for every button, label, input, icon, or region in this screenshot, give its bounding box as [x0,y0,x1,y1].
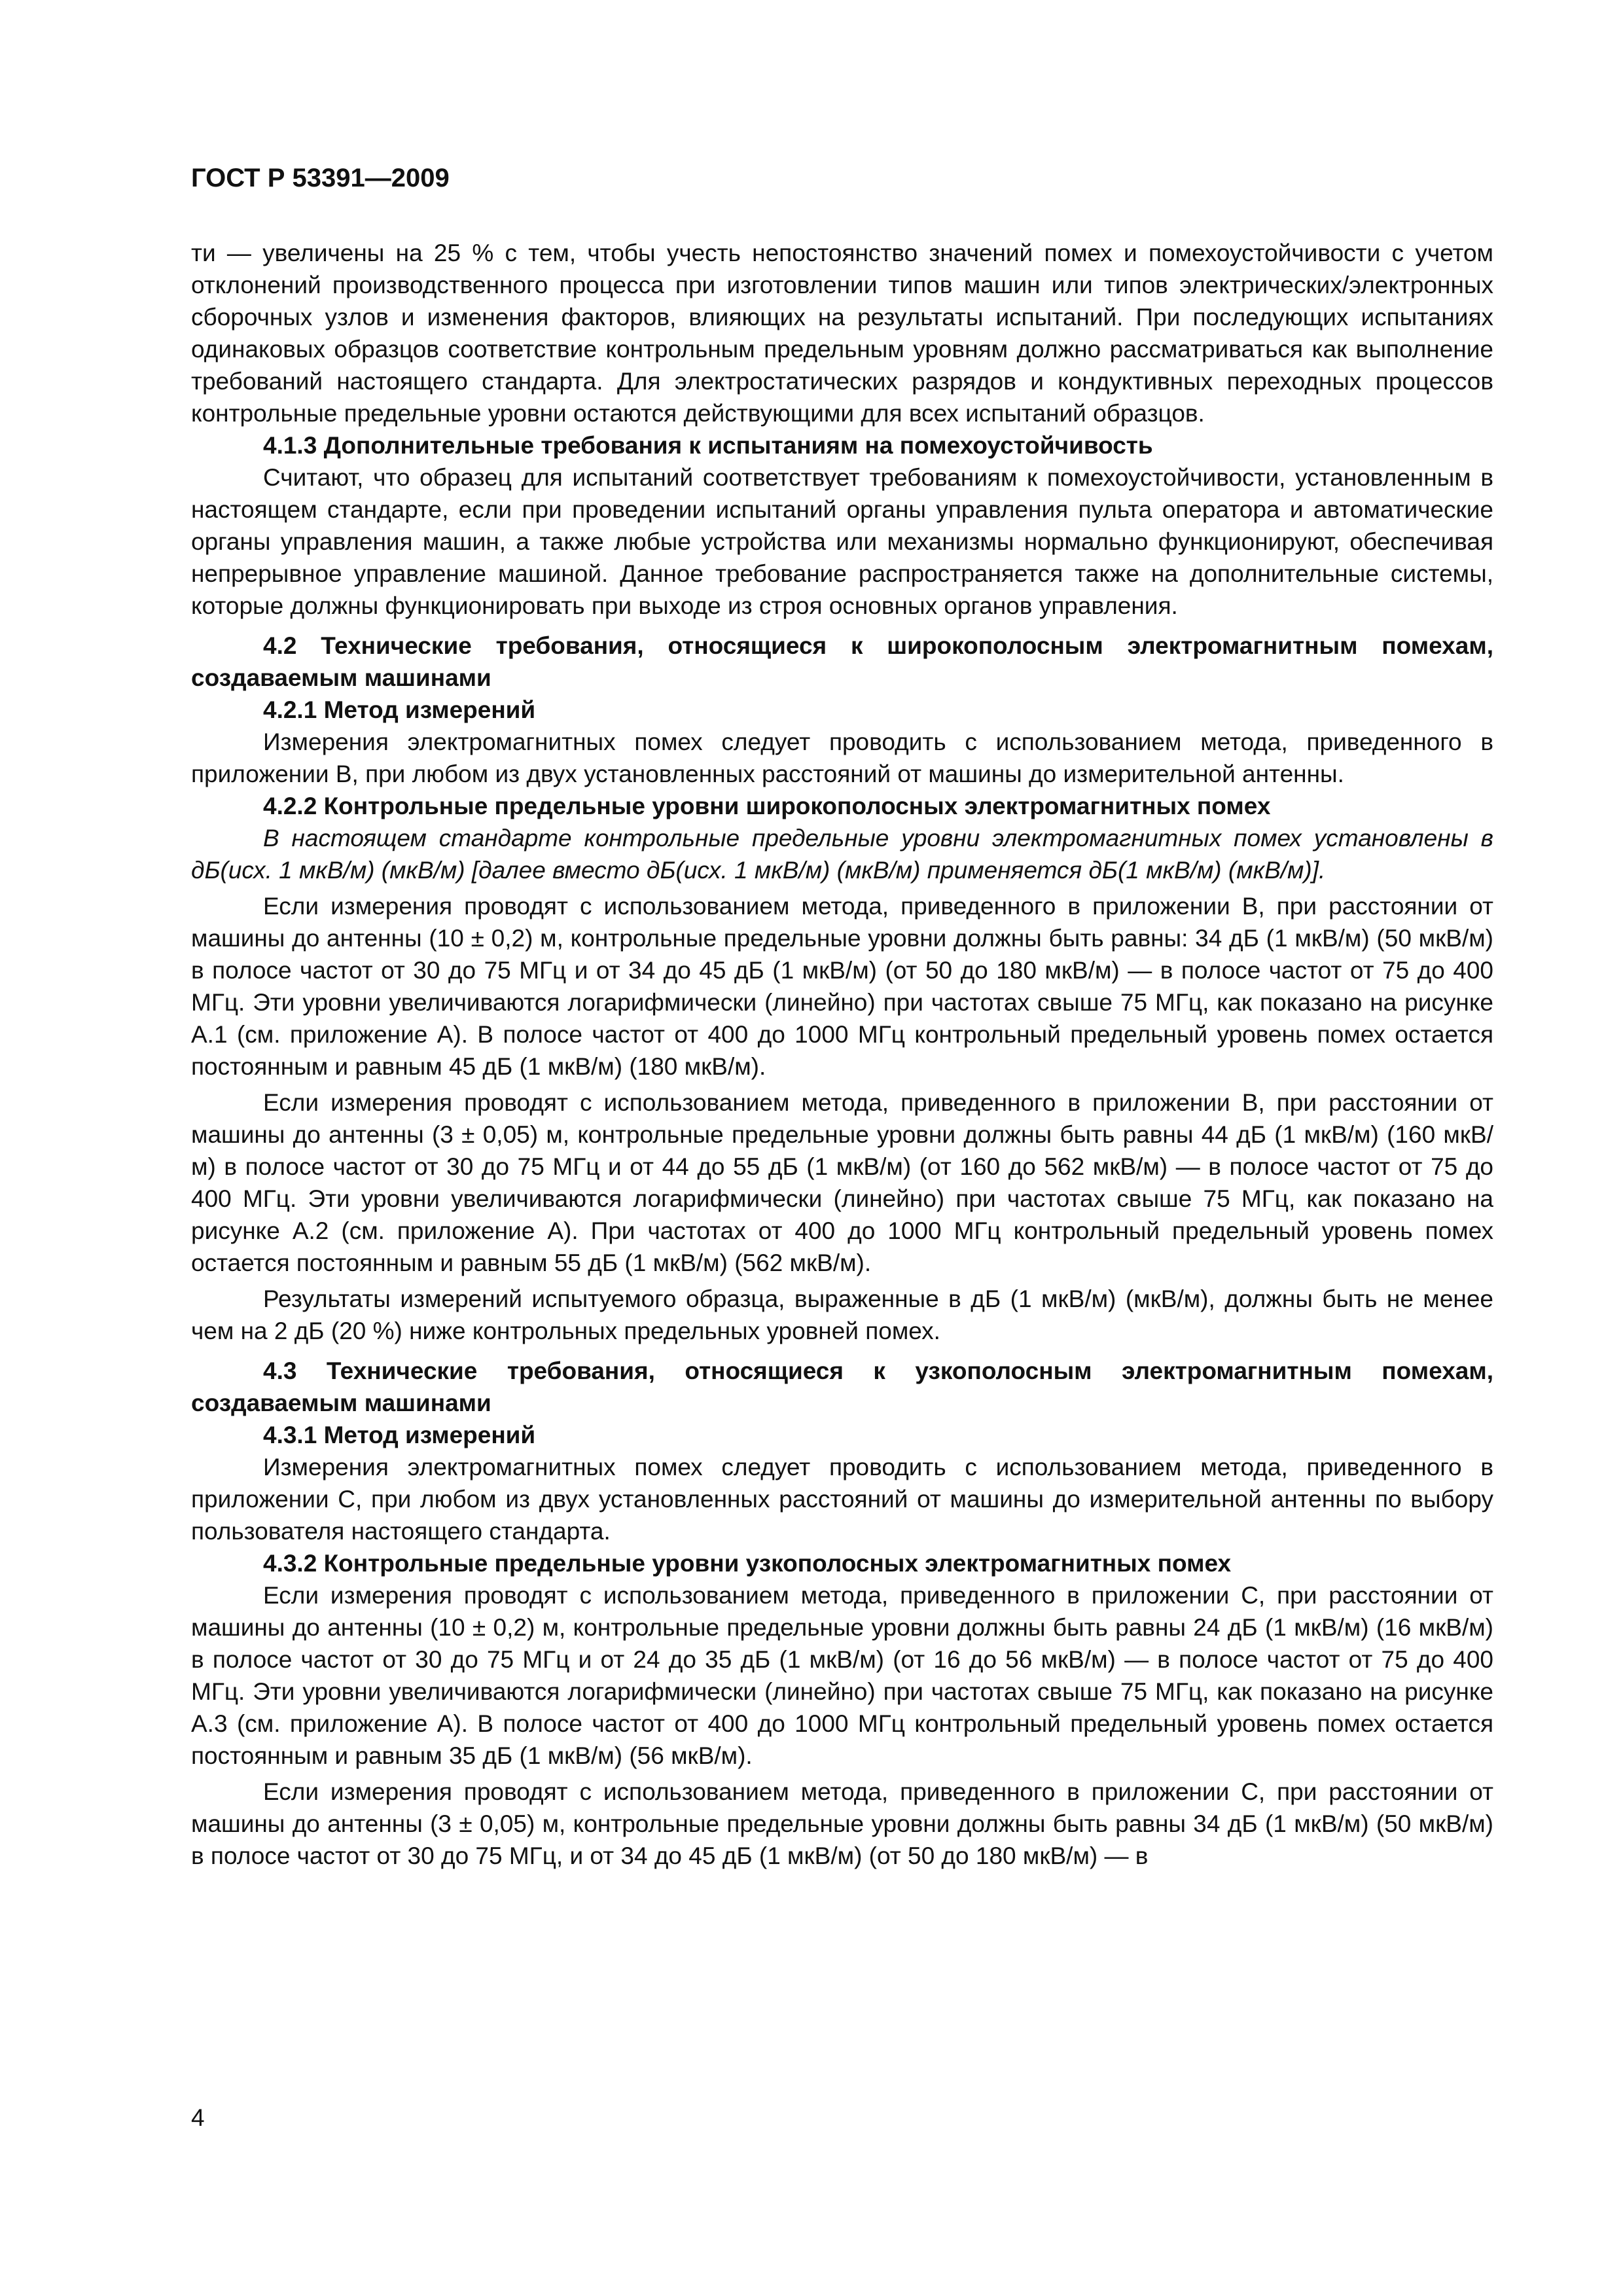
paragraph-4-3-2-b: Если измерения проводят с использованием метода, приведенного в приложении С, при расстоянии от машины до антенны (3 ± 0,05) м, контрольные предельные уровни должны быть равны 34 дБ (1 мкВ/м) (50 мкВ/м) в полосе частот от 30 до 75 МГц, и от 34 до 45 дБ (1 мкВ/м) (от 50 до 180 мкВ/м) — в [191,1778,1493,1869]
heading-4-3-2: 4.3.2 Контрольные предельные уровни узкополосных электромагнитных помех [263,1550,1232,1577]
page-number: 4 [191,2104,205,2131]
paragraph-4-3-1: Измерения электромагнитных помех следует проводить с использованием метода, приведенного в приложении С, при любом из двух установленных расстояний от машины до измерительной антенны по выбору пользователя настоящего стандарта. [191,1454,1493,1545]
heading-4-2-1: 4.2.1 Метод измерений [263,696,536,723]
document-body [191,237,1493,1872]
document-code-header: ГОСТ Р 53391—2009 [191,164,450,192]
paragraph-4-2-1: Измерения электромагнитных помех следует проводить с использованием метода, приведенного в приложении В, при любом из двух установленных расстояний от машины до измерительной антенны. [191,728,1493,787]
paragraph-4-2-2-c: Результаты измерений испытуемого образца, выраженные в дБ (1 мкВ/м) (мкВ/м), должны быть не менее чем на 2 дБ (20 %) ниже контрольных предельных уровней помех. [191,1285,1493,1344]
paragraph-4-2-2-b: Если измерения проводят с использованием метода, приведенного в приложении В, при расстоянии от машины до антенны (3 ± 0,05) м, контрольные предельные уровни должны быть равны 44 дБ (1 мкВ/м) (160 мкВ/м) в полосе частот от 30 до 75 МГц и от 44 до 55 дБ (1 мкВ/м) (от 160 до 562 мкВ/м) — в полосе частот от 75 до 400 МГц. Эти уровни увеличиваются логарифмически (линейно) при частотах свыше 75 МГц, как показано на рисунке А.2 (см. приложение А). При частотах от 400 до 1000 МГц контрольный предельный уровень помех остается постоянным и равным 55 дБ (1 мкВ/м) (562 мкВ/м). [191,1089,1493,1276]
heading-4-2: 4.2 Технические требования, относящиеся к широкополосным электромагнитным помехам, создаваемым машинами [191,632,1493,691]
paragraph-4-2-2-a: Если измерения проводят с использованием метода, приведенного в приложении В, при расстоянии от машины до антенны (10 ± 0,2) м, контрольные предельные уровни должны быть равны: 34 дБ (1 мкВ/м) (50 мкВ/м) в полосе частот от 30 до 75 МГц и от 34 до 45 дБ (1 мкВ/м) (от 50 до 180 мкВ/м) — в полосе частот от 75 до 400 МГц. Эти уровни увеличиваются логарифмически (линейно) при частотах свыше 75 МГц, как показано на рисунке А.1 (см. приложение А). В полосе частот от 400 до 1000 МГц контрольный предельный уровень помех остается постоянным и равным 45 дБ (1 мкВ/м) (180 мкВ/м). [191,893,1493,1080]
heading-4-3-1: 4.3.1 Метод измерений [263,1422,536,1448]
paragraph-4-2-2-note: В настоящем стандарте контрольные предельные уровни электромагнитных помех установлены в дБ(исх. 1 мкВ/м) (мкВ/м) [далее вместо дБ(исх. 1 мкВ/м) (мкВ/м) применяется дБ(1 мкВ/м) (мкВ/м)]. [191,825,1493,884]
paragraph-4-1-3: Считают, что образец для испытаний соответствует требованиям к помехоустойчивости, установленным в настоящем стандарте, если при проведении испытаний органы управления пульта оператора и автоматические органы управления машин, а также любые устройства или механизмы нормально функционируют, обеспечивая непрерывное управление машиной. Данное требование распространяется также на дополнительные системы, которые должны функционировать при выходе из строя основных органов управления. [191,464,1493,619]
heading-4-2-2: 4.2.2 Контрольные предельные уровни широкополосных электромагнитных помех [263,793,1271,819]
heading-4-1-3: 4.1.3 Дополнительные требования к испытаниям на помехоустойчивость [263,432,1153,459]
heading-4-3: 4.3 Технические требования, относящиеся к узкополосным электромагнитным помехам, создаваемым машинами [191,1357,1493,1416]
paragraph-4-3-2-a: Если измерения проводят с использованием метода, приведенного в приложении С, при расстоянии от машины до антенны (10 ± 0,2) м, контрольные предельные уровни должны быть равны 24 дБ (1 мкВ/м) (16 мкВ/м) в полосе частот от 30 до 75 МГц и от 24 до 35 дБ (1 мкВ/м) (от 16 до 56 мкВ/м) — в полосе частот от 75 до 400 МГц. Эти уровни увеличиваются логарифмически (линейно) при частотах свыше 75 МГц, как показано на рисунке А.3 (см. приложение А). В полосе частот от 400 до 1000 МГц контрольный предельный уровень помех остается постоянным и равным 35 дБ (1 мкВ/м) (56 мкВ/м). [191,1582,1493,1769]
paragraph-continuation: ти — увеличены на 25 % с тем, чтобы учесть непостоянство значений помех и помехоустойчивости с учетом отклонений производственного процесса при изготовлении типов машин или типов электрических/электронных сборочных узлов и изменения факторов, влияющих на результаты испытаний. При последующих испытаниях одинаковых образцов соответствие контрольным предельным уровням должно рассматриваться как выполнение требований настоящего стандарта. Для электростатических разрядов и кондуктивных переходных процессов контрольные предельные уровни остаются действующими для всех испытаний образцов. [191,240,1493,427]
